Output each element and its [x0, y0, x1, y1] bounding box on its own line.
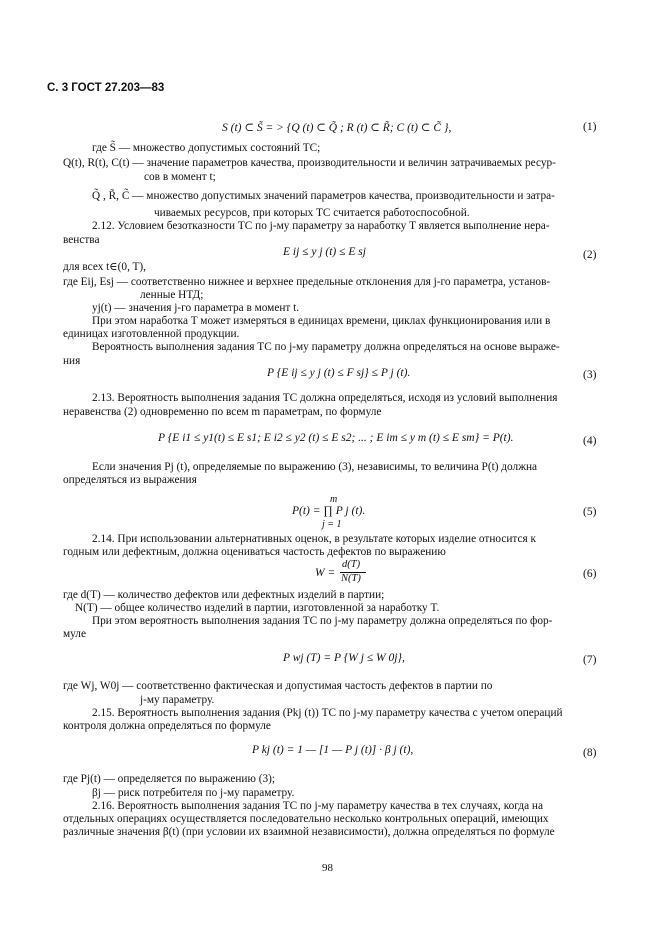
- equation-4: P {E i1 ≤ y1(t) ≤ E s1; E i2 ≤ y2 (t) ≤ E s2; ... ; E im ≤ y m (t) ≤ E sm} = P(t).: [158, 432, 514, 444]
- equation-3: P {E ij ≤ y j (t) ≤ F sj} ≤ P j (t).: [267, 367, 411, 379]
- text-line: где Eij, Esj — соответственно нижнее и верхнее предельные отклонения для j-го параметра, установ-: [63, 276, 551, 288]
- equation-5: P(t) = ∏ P j (t).: [292, 505, 366, 517]
- text-line: ния: [63, 355, 81, 367]
- text-line: муле: [63, 628, 86, 640]
- text-line: где Pj(t) — определяется по выражению (3);: [63, 773, 276, 785]
- text-line: 2.13. Вероятность выполнения задания ТС должна определяться, исходя из условий выполнения: [92, 392, 558, 404]
- text-line: чиваемых ресурсов, при которых ТС считается работоспособной.: [154, 207, 470, 219]
- equation-6-number: (6): [583, 568, 597, 580]
- text-line: Q̃ , R̃, C̃ — множество допустимых значений параметров качества, производительности и затра-: [92, 190, 555, 202]
- equation-3-number: (3): [583, 369, 597, 381]
- equation-6-numerator: d(T): [342, 559, 361, 570]
- text-line: Q(t), R(t), C(t) — значение параметров качества, производительности и величин затрачиваемых ресур-: [63, 157, 556, 169]
- text-line: отдельных операциях осуществляется последовательно несколько контрольных операций, имеющих: [63, 813, 549, 825]
- equation-5-lower: j = 1: [322, 519, 342, 530]
- text-line: βj — риск потребителя по j-му параметру.: [92, 787, 295, 799]
- equation-8: P kj (t) = 1 — [1 — P j (t)] · β j (t),: [252, 744, 414, 756]
- text-line: Вероятность выполнения задания ТС по j-му параметру должна определяться на основе выраже-: [92, 341, 560, 353]
- equation-5-number: (5): [583, 506, 597, 518]
- equation-6-lhs: W =: [315, 567, 336, 579]
- text-line: сов в момент t;: [144, 171, 216, 183]
- page-header: С. 3 ГОСТ 27.203—83: [47, 82, 165, 94]
- text-line: 2.12. Условием безотказности ТС по j-му параметру за наработку T является выполнение нера-: [92, 220, 550, 232]
- text-line: где d(T) — количество дефектов или дефектных изделий в партии;: [63, 589, 385, 601]
- equation-4-number: (4): [583, 435, 597, 447]
- text-line: единицах изготовленной продукции.: [63, 328, 240, 340]
- text-line: При этом вероятность выполнения задания ТС по j-му параметру должна определяться по фор-: [92, 615, 553, 627]
- text-line: контроля должна определяться по формуле: [63, 720, 271, 732]
- text-line: для всех t∈(0, T),: [63, 261, 147, 273]
- equation-5-upper: m: [330, 494, 338, 505]
- text-line: При этом наработка T может измеряться в единицах времени, циклах функционирования или в: [92, 315, 551, 327]
- text-line: ленные НТД;: [140, 289, 204, 301]
- equation-1: S (t) ⊂ S̃ = > {Q (t) ⊂ Q̃ ; R (t) ⊂ R̃; C (t) ⊂ C̃ },: [222, 122, 452, 134]
- text-line: N(T) — общее количество изделий в партии, изготовленной за наработку T.: [75, 602, 440, 614]
- page-number: 98: [322, 862, 333, 874]
- equation-6-denominator: N(T): [341, 573, 361, 584]
- text-line: определяться из выражения: [63, 474, 197, 486]
- text-line: Если значения Pj (t), определяемые по выражению (3), независимы, то величина P(t) должна: [92, 461, 538, 473]
- text-line: где Wj, W0j — соответственно фактическая и допустимая частость дефектов в партии по: [63, 680, 493, 692]
- text-line: неравенства (2) одновременно по всем m параметрам, по формуле: [63, 406, 382, 418]
- text-line: yj(t) — значения j-го параметра в момент t.: [92, 302, 300, 314]
- text-line: венства: [63, 234, 100, 246]
- text-line: различные значения β(t) (при условии их взаимной независимости), должна определяться по формуле: [63, 826, 555, 838]
- equation-2: E ij ≤ y j (t) ≤ E sj: [283, 246, 366, 258]
- text-line: 2.15. Вероятность выполнения задания (Pkj (t)) ТС по j-му параметру качества с учетом операций: [92, 707, 563, 719]
- text-line: где S̃ — множество допустимых состояний ТС;: [92, 142, 321, 154]
- equation-1-number: (1): [583, 121, 597, 133]
- equation-2-number: (2): [583, 249, 597, 261]
- text-line: 2.14. При использовании альтернативных оценок, в результате которых изделие относится к: [92, 533, 536, 545]
- equation-8-number: (8): [583, 747, 597, 759]
- equation-7: P wj (T) = P {W j ≤ W 0j},: [283, 652, 405, 664]
- text-line: годным или дефектным, должна оцениваться частость дефектов по выражению: [63, 546, 446, 558]
- text-line: 2.16. Вероятность выполнения задания ТС по j-му параметру качества в тех случаях, когда на: [92, 800, 543, 812]
- equation-7-number: (7): [583, 654, 597, 666]
- text-line: j-му параметру.: [140, 694, 215, 706]
